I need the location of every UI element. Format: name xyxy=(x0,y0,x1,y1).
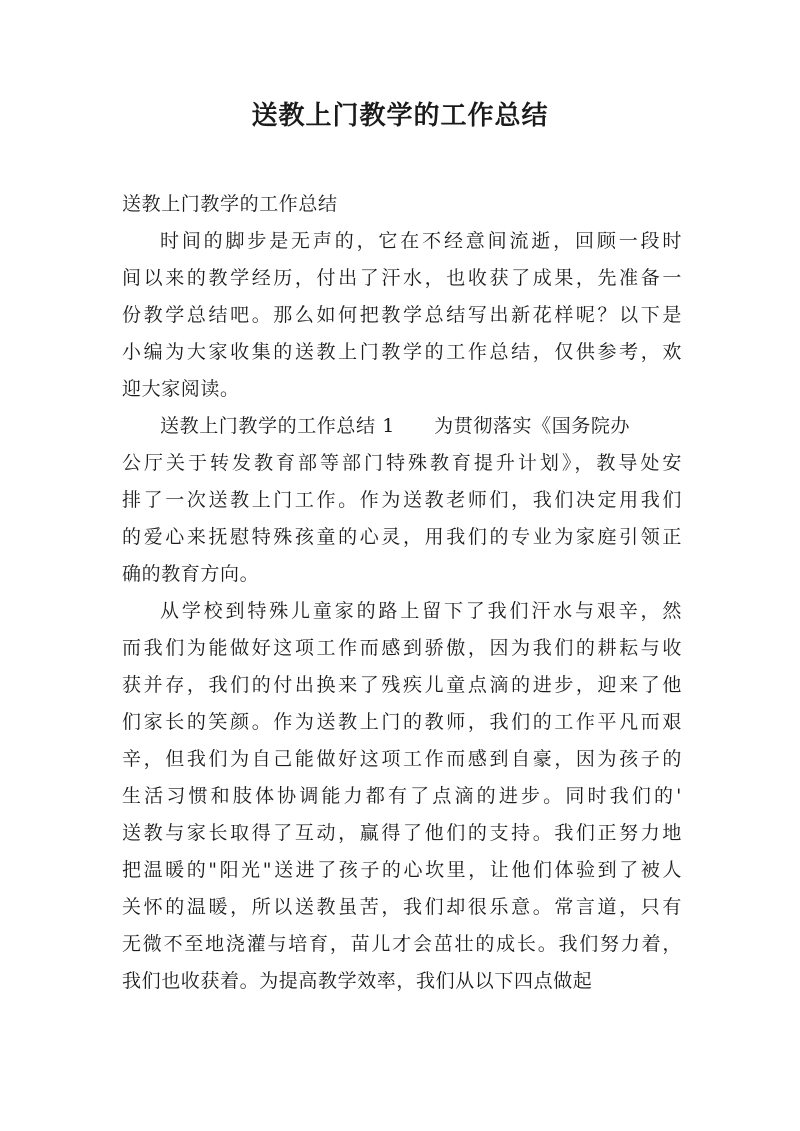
text-line: 从学校到特殊儿童家的路上留下了我们汗水与艰辛，然 xyxy=(160,600,682,622)
text-line: 把温暖的"阳光"送进了孩子的心坎里，让他们体验到了被人 xyxy=(122,859,682,881)
text-line: 关怀的温暖，所以送教虽苦，我们却很乐意。常言道，只有 xyxy=(122,896,682,918)
section-heading: 送教上门教学的工作总结 xyxy=(122,193,338,215)
text-line: 排了一次送教上门工作。作为送教老师们，我们决定用我们 xyxy=(122,489,682,511)
text-line: 确的教育方向。 xyxy=(122,563,260,585)
text-line: 获并存，我们的付出换来了残疾儿童点滴的进步，迎来了他 xyxy=(122,674,682,696)
text-line: 时间的脚步是无声的，它在不经意间流逝，回顾一段时 xyxy=(160,230,682,252)
document-body xyxy=(122,186,682,1000)
text-line: 无微不至地浇灌与培育，苗儿才会茁壮的成长。我们努力着， xyxy=(122,933,682,955)
text-line: 们家长的笑颜。作为送教上门的教师，我们的工作平凡而艰 xyxy=(122,711,682,733)
text-line: 间以来的教学经历，付出了汗水，也收获了成果，先准备一 xyxy=(122,267,682,289)
text-line: 公厅关于转发教育部等部门特殊教育提升计划》，教导处安 xyxy=(122,452,682,474)
text-line: 而我们为能做好这项工作而感到骄傲，因为我们的耕耘与收 xyxy=(122,637,682,659)
text-line: 小编为大家收集的送教上门教学的工作总结，仅供参考，欢 xyxy=(122,341,682,363)
text-line: 份教学总结吧。那么如何把教学总结写出新花样呢？以下是 xyxy=(122,304,682,326)
text-line: 送教上门教学的工作总结 1 为贯彻落实《国务院办 xyxy=(160,415,631,437)
text-line: 的爱心来抚慰特殊孩童的心灵，用我们的专业为家庭引领正 xyxy=(122,526,682,548)
text-line: 我们也收获着。为提高教学效率，我们从以下四点做起 xyxy=(122,970,593,992)
text-line: 生活习惯和肢体协调能力都有了点滴的进步。同时我们的' xyxy=(122,785,682,807)
text-line: 辛，但我们为自己能做好这项工作而感到自豪，因为孩子的 xyxy=(122,748,682,770)
document-title: 送教上门教学的工作总结 xyxy=(251,101,549,131)
text-line: 迎大家阅读。 xyxy=(122,378,240,400)
text-line: 送教与家长取得了互动，赢得了他们的支持。我们正努力地 xyxy=(122,822,682,844)
